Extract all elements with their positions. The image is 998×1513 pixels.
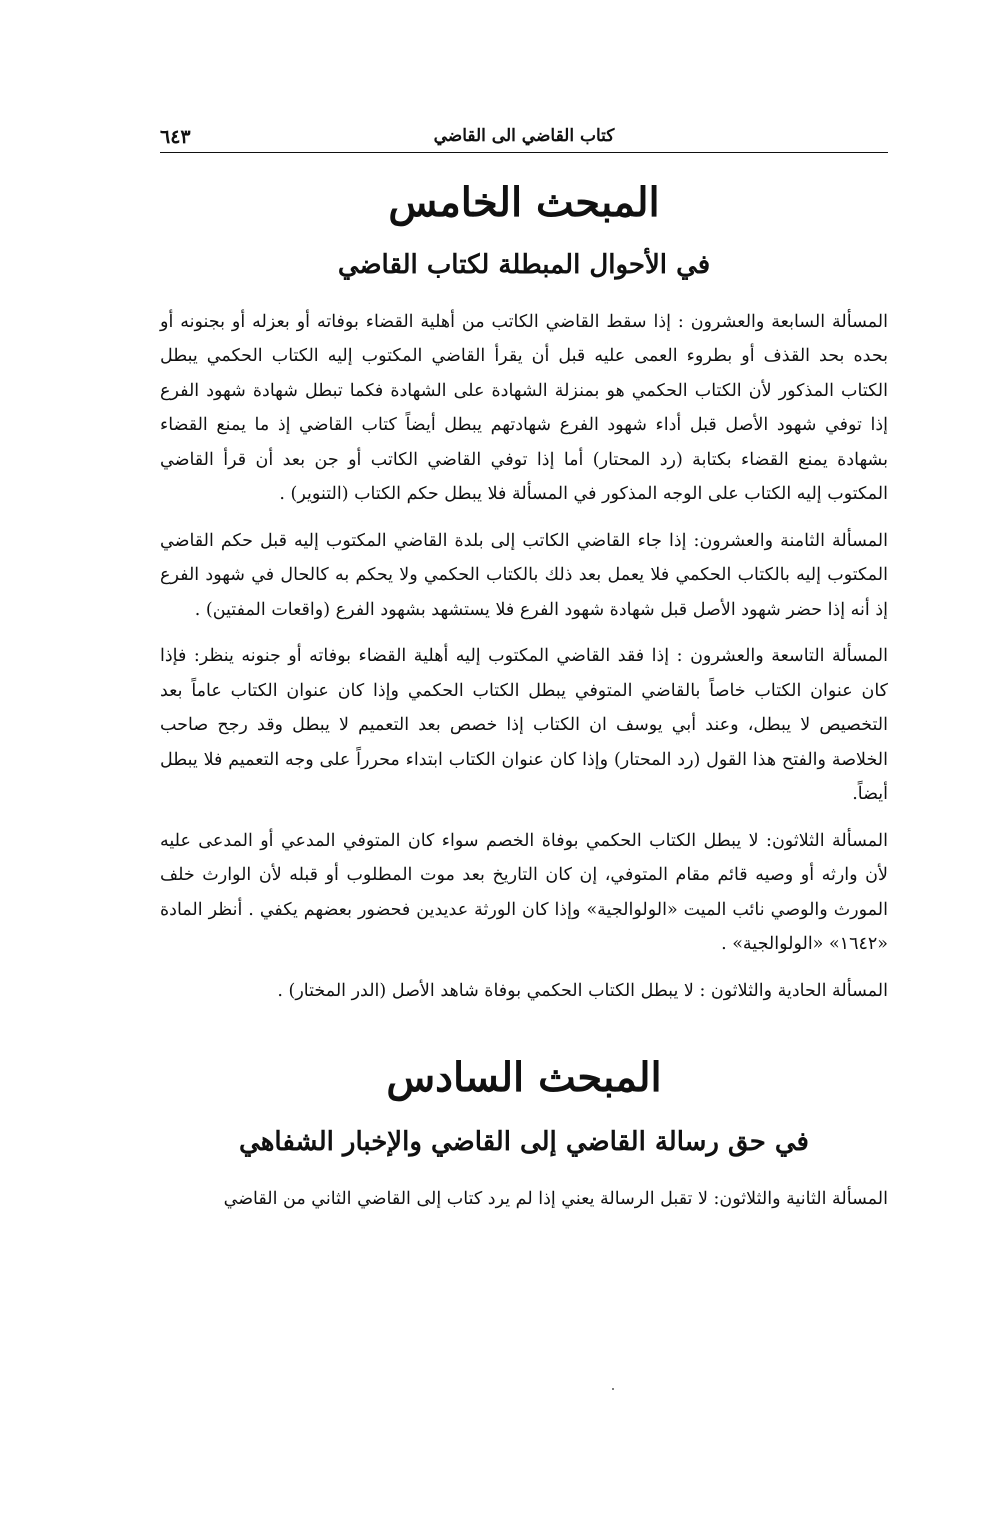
print-speck <box>612 1388 614 1390</box>
paragraph-issue-29: المسألة التاسعة والعشرون : إذا فقد القاضي المكتوب إليه أهلية القضاء بوفاته أو جنونه ينظر: فإذا كان عنوان الكتاب خاصاً بالقاضي المتوفي يبطل الكتاب الحكمي وإذا كان عنوان الكتاب عاماً بعد التخصيص لا يبطل، وعند أبي يوسف ان الكتاب إذا خصص بعد التعميم لا يبطل وقد رجح صاحب الخلاصة والفتح هذا القول (رد المحتار) وإذا كان عنوان الكتاب ابتداء محرراً على وجه التعميم فلا يبطل أيضاً. <box>160 646 888 805</box>
paragraph-issue-27: المسألة السابعة والعشرون : إذا سقط القاضي الكاتب من أهلية القضاء بوفاته أو بعزله أو بجنونه أو بحده بحد القذف أو بطروء العمى عليه قبل أن يقرأ القاضي المكتوب إليه الكتاب الحكمي يبطل الكتاب المذكور لأن الكتاب الحكمي هو بمنزلة الشهادة على الشهادة فكما تبطل شهادة شهود الفرع إذا توفي شهود الأصل قبل أداء شهود الفرع شهادتهم يبطل أيضاً كتاب القاضي إذ ما يمنع القضاء بشهادة يمنع القضاء بكتابة (رد المحتار) أما إذا توفي القاضي الكاتب أو جن بعد أن قرأ القاضي المكتوب إليه الكتاب على الوجه المذكور في المسألة فلا يبطل حكم الكتاب (التنوير) . <box>160 311 888 505</box>
running-header <box>160 120 888 153</box>
chapter-subtitle-section-5: في الأحوال المبطلة لكتاب القاضي <box>337 250 711 280</box>
paragraph-issue-32: المسألة الثانية والثلاثون: لا تقبل الرسالة يعني إذا لم يرد كتاب إلى القاضي الثاني من القاضي <box>223 1189 888 1210</box>
paragraph-issue-28: المسألة الثامنة والعشرون: إذا جاء القاضي الكاتب إلى بلدة القاضي المكتوب إليه قبل حكم القاضي المكتوب إليه بالكتاب الحكمي فلا يعمل بعد ذلك بالكتاب الحكمي ولا يحكم به كالحال في شهود الفرع إذ أنه إذا حضر شهود الأصل قبل شهادة شهود الفرع فلا يستشهد بشهود الفرع (واقعات المفتين) . <box>160 530 888 620</box>
running-title: كتاب القاضي الى القاضي <box>433 126 615 146</box>
chapter-subtitle-section-6: في حق رسالة القاضي إلى القاضي والإخبار الشفاهي <box>239 1127 809 1158</box>
paragraph-issue-30: المسألة الثلاثون: لا يبطل الكتاب الحكمي بوفاة الخصم سواء كان المتوفي المدعي أو المدعى عليه لأن وارثه أو وصيه قائم مقام المتوفي، إن كان التاريخ بعد موت المطلوب أو قبله لأن الوارث خلف المورث والوصي نائب الميت «الولوالجية» وإذا كان الورثة عديدين فحضور بعضهم يكفي . أنظر المادة «١٦٤٢» «الولوالجية» . <box>160 830 888 955</box>
page-number: ٦٤٣ <box>160 126 191 148</box>
chapter-title-section-6: المبحث السادس <box>386 1054 662 1102</box>
paragraph-issue-31: المسألة الحادية والثلاثون : لا يبطل الكتاب الحكمي بوفاة شاهد الأصل (الدر المختار) . <box>277 980 888 1001</box>
chapter-title-section-5: المبحث الخامس <box>388 179 660 226</box>
book-page <box>160 120 888 1217</box>
